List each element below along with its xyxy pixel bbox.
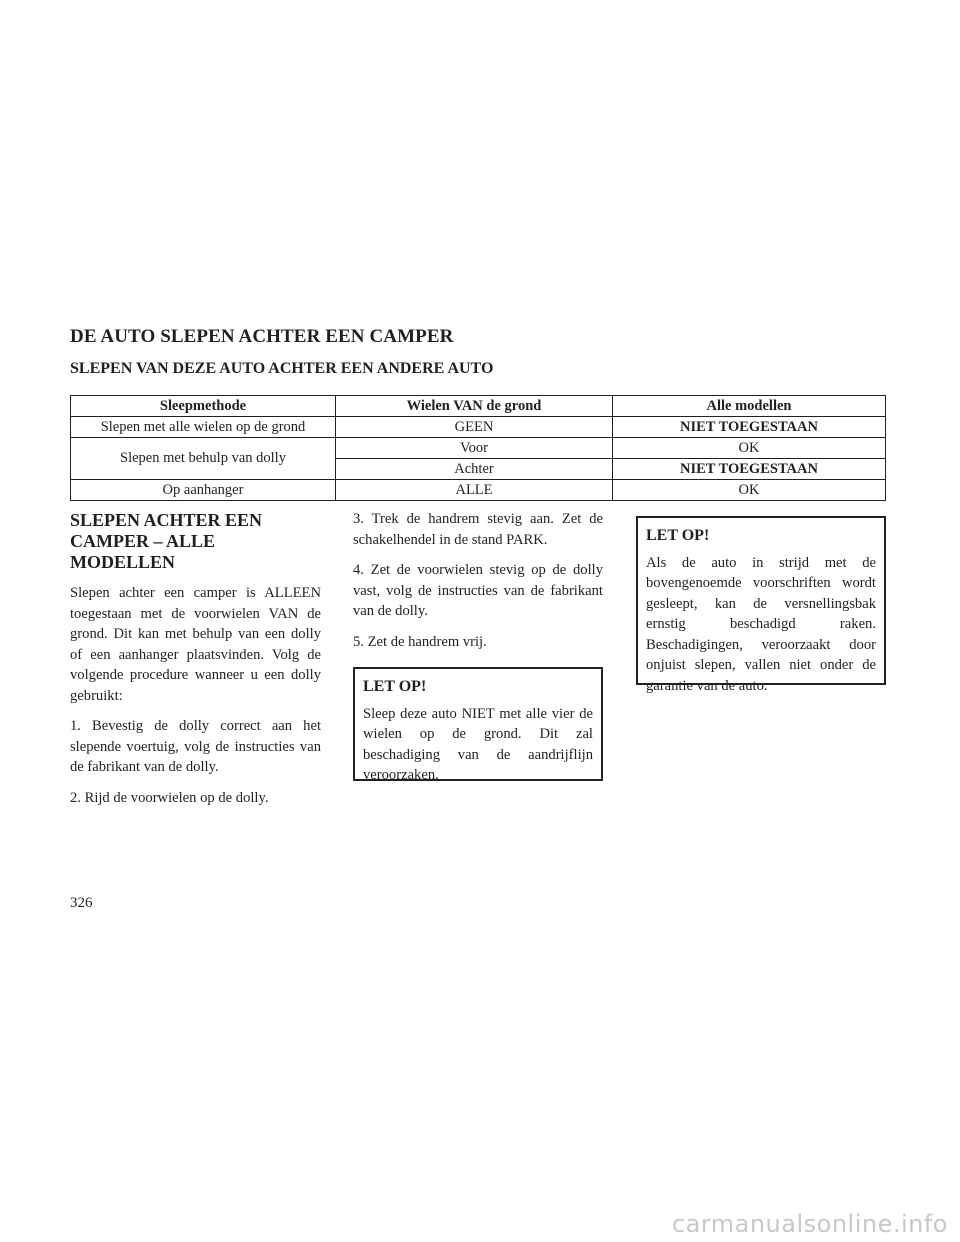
page-heading: DE AUTO SLEPEN ACHTER EEN CAMPER bbox=[70, 326, 454, 347]
header-all-models: Alle modellen bbox=[613, 396, 886, 417]
table-cell: ALLE bbox=[336, 480, 613, 501]
table-cell: Slepen met behulp van dolly bbox=[71, 438, 336, 480]
table-cell: Op aanhanger bbox=[71, 480, 336, 501]
table-cell: NIET TOEGESTAAN bbox=[613, 417, 886, 438]
table-header-row bbox=[71, 396, 886, 417]
watermark: carmanualsonline.info bbox=[671, 1210, 948, 1238]
table-row bbox=[71, 438, 886, 459]
column-middle bbox=[353, 509, 603, 662]
step-5: 5. Zet de handrem vrij. bbox=[353, 633, 487, 650]
table-cell: OK bbox=[613, 480, 886, 501]
table-row bbox=[71, 417, 886, 438]
table-cell: Voor bbox=[336, 438, 613, 459]
table-cell: GEEN bbox=[336, 417, 613, 438]
header-towing-method: Sleepmethode bbox=[71, 396, 336, 417]
step-3: 3. Trek de handrem stevig aan. Zet de schakelhendel in de stand PARK. bbox=[353, 511, 603, 548]
table-cell: Slepen met alle wielen op de grond bbox=[71, 417, 336, 438]
header-wheels-off-ground: Wielen VAN de grond bbox=[336, 396, 613, 417]
table-cell: OK bbox=[613, 438, 886, 459]
table-row bbox=[71, 480, 886, 501]
table-cell: Achter bbox=[336, 459, 613, 480]
table-heading: SLEPEN VAN DEZE AUTO ACHTER EEN ANDERE AUTO bbox=[70, 360, 494, 377]
column-left bbox=[70, 510, 321, 818]
page-number: 326 bbox=[70, 895, 93, 911]
towing-table bbox=[70, 395, 886, 501]
section-heading: SLEPEN ACHTER EEN CAMPER – ALLE MODELLEN bbox=[70, 510, 263, 572]
table-cell: NIET TOEGESTAAN bbox=[613, 459, 886, 480]
warning-text: Sleep deze auto NIET met alle vier de wielen op de grond. Dit zal beschadiging van de aandrijflijn veroorzaken. bbox=[363, 705, 593, 783]
step-1: 1. Bevestig de dolly correct aan het slepende voertuig, volg de instructies van de fabrikant van de dolly. bbox=[70, 718, 321, 775]
warning-text: Als de auto in strijd met de bovengenoemde voorschriften wordt gesleept, kan de versnellingsbak ernstig beschadigd raken. Beschadigingen, veroorzaakt door onjuist slepen, vallen niet onder de garantie van de auto. bbox=[646, 554, 876, 694]
warning-box-driveline bbox=[353, 667, 603, 781]
step-2: 2. Rijd de voorwielen op de dolly. bbox=[70, 789, 269, 806]
warning-box-transmission bbox=[636, 516, 886, 694]
warning-title: LET OP! bbox=[646, 527, 710, 544]
step-4: 4. Zet de voorwielen stevig op de dolly vast, volg de instructies van de fabrikant van de dolly. bbox=[353, 562, 603, 619]
warning-title: LET OP! bbox=[363, 678, 427, 695]
intro-paragraph: Slepen achter een camper is ALLEEN toegestaan met de voorwielen VAN de grond. Dit kan met behulp van een dolly of een aanhanger plaatsvinden. Volg de volgende procedure wanneer u een dolly gebruikt: bbox=[70, 585, 321, 704]
